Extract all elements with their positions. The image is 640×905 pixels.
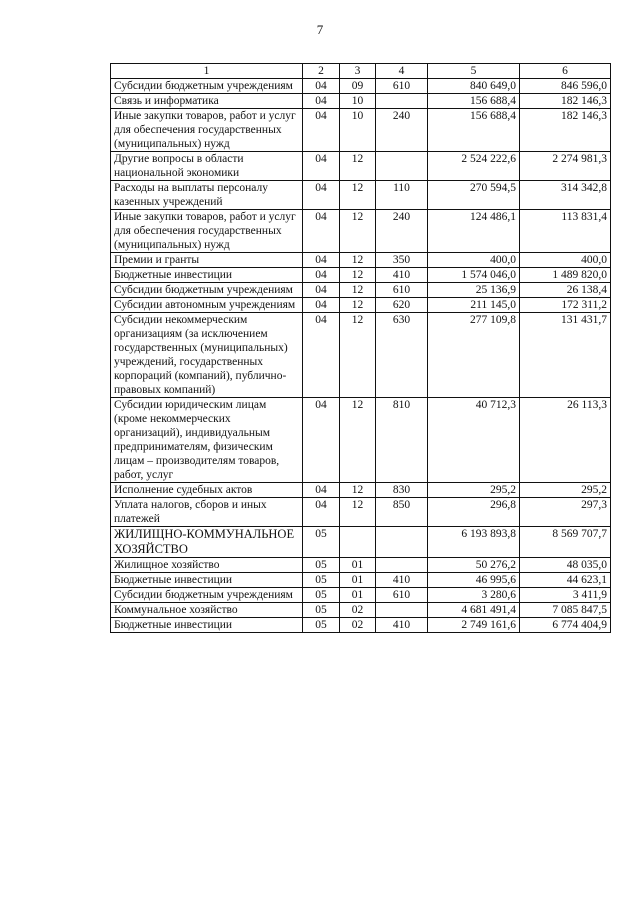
amount-year2-cell: 48 035,0 <box>520 558 611 573</box>
expense-type-cell <box>376 94 428 109</box>
table-row <box>111 94 611 109</box>
subsection-code-cell: 12 <box>340 483 376 498</box>
section-code-cell: 04 <box>303 483 340 498</box>
column-header: 5 <box>428 64 520 79</box>
amount-year2-cell: 26 138,4 <box>520 283 611 298</box>
amount-year1-cell: 3 280,6 <box>428 588 520 603</box>
section-code-cell: 04 <box>303 210 340 253</box>
item-name-cell: Бюджетные инвестиции <box>111 618 303 633</box>
section-code-cell: 05 <box>303 573 340 588</box>
subsection-code-cell: 10 <box>340 94 376 109</box>
item-name-cell: Субсидии бюджетным учреждениям <box>111 588 303 603</box>
amount-year1-cell: 295,2 <box>428 483 520 498</box>
amount-year1-cell: 40 712,3 <box>428 398 520 483</box>
table-row <box>111 253 611 268</box>
item-name-cell: Иные закупки товаров, работ и услуг для обеспечения государственных (муниципальных) нужд <box>111 210 303 253</box>
section-code-cell: 04 <box>303 253 340 268</box>
table-row <box>111 268 611 283</box>
budget-table <box>110 63 611 633</box>
expense-type-cell <box>376 152 428 181</box>
expense-type-cell: 610 <box>376 283 428 298</box>
item-name-cell: Субсидии бюджетным учреждениям <box>111 283 303 298</box>
item-name-cell: Субсидии автономным учреждениям <box>111 298 303 313</box>
amount-year2-cell: 113 831,4 <box>520 210 611 253</box>
subsection-code-cell: 01 <box>340 558 376 573</box>
subsection-code-cell <box>340 527 376 558</box>
column-header: 3 <box>340 64 376 79</box>
subsection-code-cell: 02 <box>340 603 376 618</box>
item-name-cell: Премии и гранты <box>111 253 303 268</box>
page-number: 7 <box>316 22 324 37</box>
subsection-code-cell: 12 <box>340 398 376 483</box>
expense-type-cell: 350 <box>376 253 428 268</box>
section-code-cell: 04 <box>303 283 340 298</box>
item-name-cell: Субсидии юридическим лицам (кроме некоммерческих организаций), индивидуальным предпринимателям, физическим лицам – производителям товаров, работ, услуг <box>111 398 303 483</box>
amount-year2-cell: 314 342,8 <box>520 181 611 210</box>
amount-year1-cell: 124 486,1 <box>428 210 520 253</box>
item-name-cell: Субсидии бюджетным учреждениям <box>111 79 303 94</box>
subsection-code-cell: 10 <box>340 109 376 152</box>
amount-year1-cell: 270 594,5 <box>428 181 520 210</box>
amount-year1-cell: 46 995,6 <box>428 573 520 588</box>
amount-year2-cell: 297,3 <box>520 498 611 527</box>
section-code-cell: 04 <box>303 181 340 210</box>
table-row <box>111 79 611 94</box>
section-code-cell: 04 <box>303 498 340 527</box>
table-row <box>111 210 611 253</box>
amount-year2-cell: 131 431,7 <box>520 313 611 398</box>
section-code-cell: 04 <box>303 94 340 109</box>
amount-year1-cell: 296,8 <box>428 498 520 527</box>
amount-year1-cell: 840 649,0 <box>428 79 520 94</box>
section-code-cell: 04 <box>303 268 340 283</box>
subsection-code-cell: 01 <box>340 573 376 588</box>
amount-year1-cell: 156 688,4 <box>428 94 520 109</box>
amount-year2-cell: 1 489 820,0 <box>520 268 611 283</box>
section-code-cell: 05 <box>303 558 340 573</box>
amount-year1-cell: 2 749 161,6 <box>428 618 520 633</box>
amount-year2-cell: 7 085 847,5 <box>520 603 611 618</box>
expense-type-cell: 830 <box>376 483 428 498</box>
subsection-code-cell: 09 <box>340 79 376 94</box>
item-name-cell: Бюджетные инвестиции <box>111 573 303 588</box>
amount-year1-cell: 25 136,9 <box>428 283 520 298</box>
subsection-code-cell: 12 <box>340 283 376 298</box>
expense-type-cell: 410 <box>376 618 428 633</box>
item-name-cell: Субсидии некоммерческим организациям (за исключением государственных (муниципальных) учреждений, государственных корпораций (компаний), публично-правовых компаний) <box>111 313 303 398</box>
expense-type-cell: 850 <box>376 498 428 527</box>
table-row <box>111 573 611 588</box>
section-code-cell: 04 <box>303 313 340 398</box>
item-name-cell: Коммунальное хозяйство <box>111 603 303 618</box>
amount-year2-cell: 295,2 <box>520 483 611 498</box>
table-row <box>111 398 611 483</box>
amount-year2-cell: 182 146,3 <box>520 94 611 109</box>
item-name-cell: Другие вопросы в области национальной экономики <box>111 152 303 181</box>
subsection-code-cell: 12 <box>340 210 376 253</box>
subsection-code-cell: 01 <box>340 588 376 603</box>
expense-type-cell <box>376 558 428 573</box>
item-name-cell: Бюджетные инвестиции <box>111 268 303 283</box>
amount-year2-cell: 2 274 981,3 <box>520 152 611 181</box>
item-name-cell: Расходы на выплаты персоналу казенных учреждений <box>111 181 303 210</box>
amount-year2-cell: 26 113,3 <box>520 398 611 483</box>
amount-year2-cell: 8 569 707,7 <box>520 527 611 558</box>
table-row <box>111 498 611 527</box>
section-code-cell: 05 <box>303 588 340 603</box>
expense-type-cell: 810 <box>376 398 428 483</box>
item-name-cell: Уплата налогов, сборов и иных платежей <box>111 498 303 527</box>
subsection-code-cell: 12 <box>340 181 376 210</box>
amount-year1-cell: 400,0 <box>428 253 520 268</box>
amount-year1-cell: 1 574 046,0 <box>428 268 520 283</box>
amount-year1-cell: 6 193 893,8 <box>428 527 520 558</box>
item-name-cell: ЖИЛИЩНО-КОММУНАЛЬНОЕ ХОЗЯЙСТВО <box>111 527 303 558</box>
item-name-cell: Исполнение судебных актов <box>111 483 303 498</box>
column-header: 6 <box>520 64 611 79</box>
item-name-cell: Жилищное хозяйство <box>111 558 303 573</box>
amount-year1-cell: 50 276,2 <box>428 558 520 573</box>
amount-year1-cell: 156 688,4 <box>428 109 520 152</box>
table-row <box>111 283 611 298</box>
table-row <box>111 109 611 152</box>
column-header: 1 <box>111 64 303 79</box>
amount-year2-cell: 182 146,3 <box>520 109 611 152</box>
column-header: 4 <box>376 64 428 79</box>
table-header-row <box>111 64 611 79</box>
amount-year2-cell: 44 623,1 <box>520 573 611 588</box>
amount-year2-cell: 846 596,0 <box>520 79 611 94</box>
section-code-cell: 05 <box>303 603 340 618</box>
table-row <box>111 298 611 313</box>
column-header: 2 <box>303 64 340 79</box>
amount-year1-cell: 4 681 491,4 <box>428 603 520 618</box>
subsection-code-cell: 12 <box>340 313 376 398</box>
expense-type-cell: 620 <box>376 298 428 313</box>
subsection-code-cell: 12 <box>340 498 376 527</box>
section-code-cell: 04 <box>303 398 340 483</box>
expense-type-cell: 410 <box>376 573 428 588</box>
amount-year1-cell: 277 109,8 <box>428 313 520 398</box>
expense-type-cell: 630 <box>376 313 428 398</box>
item-name-cell: Связь и информатика <box>111 94 303 109</box>
expense-type-cell: 240 <box>376 109 428 152</box>
expense-type-cell: 610 <box>376 79 428 94</box>
amount-year2-cell: 400,0 <box>520 253 611 268</box>
section-code-cell: 05 <box>303 527 340 558</box>
amount-year1-cell: 211 145,0 <box>428 298 520 313</box>
expense-type-cell <box>376 603 428 618</box>
subsection-code-cell: 12 <box>340 152 376 181</box>
expense-type-cell <box>376 527 428 558</box>
amount-year2-cell: 6 774 404,9 <box>520 618 611 633</box>
table-row <box>111 313 611 398</box>
subsection-code-cell: 12 <box>340 253 376 268</box>
section-code-cell: 04 <box>303 298 340 313</box>
section-code-cell: 05 <box>303 618 340 633</box>
subsection-code-cell: 02 <box>340 618 376 633</box>
table-row <box>111 588 611 603</box>
table-row <box>111 527 611 558</box>
amount-year2-cell: 172 311,2 <box>520 298 611 313</box>
section-code-cell: 04 <box>303 152 340 181</box>
table-row <box>111 603 611 618</box>
table-row <box>111 558 611 573</box>
expense-type-cell: 610 <box>376 588 428 603</box>
amount-year1-cell: 2 524 222,6 <box>428 152 520 181</box>
expense-type-cell: 410 <box>376 268 428 283</box>
expense-type-cell: 110 <box>376 181 428 210</box>
item-name-cell: Иные закупки товаров, работ и услуг для обеспечения государственных (муниципальных) нужд <box>111 109 303 152</box>
table-row <box>111 483 611 498</box>
section-code-cell: 04 <box>303 109 340 152</box>
table-row <box>111 181 611 210</box>
table-row <box>111 618 611 633</box>
subsection-code-cell: 12 <box>340 298 376 313</box>
subsection-code-cell: 12 <box>340 268 376 283</box>
table-row <box>111 152 611 181</box>
section-code-cell: 04 <box>303 79 340 94</box>
expense-type-cell: 240 <box>376 210 428 253</box>
amount-year2-cell: 3 411,9 <box>520 588 611 603</box>
